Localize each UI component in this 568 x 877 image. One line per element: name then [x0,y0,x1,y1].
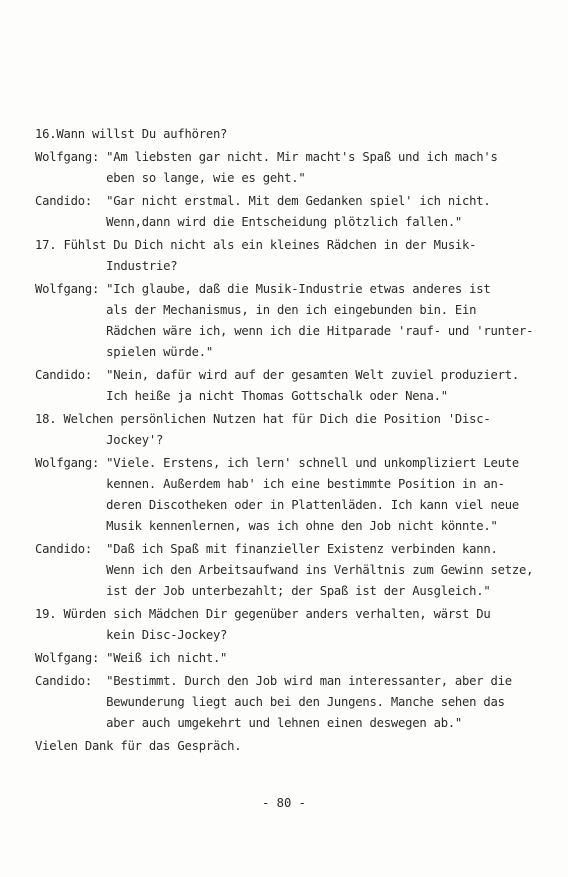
question-18-cont: Jockey'? [35,433,164,447]
question-17-cont: Industrie? [35,259,178,273]
answer-candido-17-cont: Ich heiße ja nicht Thomas Gottschalk oder Nena." [35,389,448,403]
answer-wolfgang-17-cont-1: als der Mechanismus, in den ich eingebunden bin. Ein [35,303,477,317]
answer-wolfgang-17: Wolfgang: "Ich glaube, daß die Musik-Industrie etwas anderes ist [35,282,491,296]
answer-wolfgang-19: Wolfgang: "Weiß ich nicht." [35,651,228,665]
answer-wolfgang-16-cont: eben so lange, wie es geht." [35,171,306,185]
answer-candido-19-cont-1: Bewunderung liegt auch bei den Jungens. Manche sehen das [35,695,505,709]
answer-candido-18-cont-1: Wenn ich den Arbeitsaufwand ins Verhältnis zum Gewinn setze, [35,563,534,577]
answer-candido-17: Candido: "Nein, dafür wird auf der gesamten Welt zuviel produziert. [35,368,519,382]
answer-candido-18-cont-2: ist der Job unterbezahlt; der Spaß ist der Ausgleich." [35,584,491,598]
page-number: - 80 - [261,796,307,810]
answer-wolfgang-18-cont-3: Musik kennenlernen, was ich ohne den Job nicht könnte." [35,519,498,533]
answer-candido-19: Candido: "Bestimmt. Durch den Job wird man interessanter, aber die [35,674,512,688]
question-16: 16.Wann willst Du aufhören? [35,127,228,141]
answer-wolfgang-17-cont-2: Rädchen wäre ich, wenn ich die Hitparade 'rauf- und 'runter- [35,324,534,338]
answer-candido-16: Candido: "Gar nicht erstmal. Mit dem Gedanken spiel' ich nicht. [35,194,491,208]
answer-wolfgang-17-cont-3: spielen würde." [35,345,213,359]
question-19: 19. Würden sich Mädchen Dir gegenüber anders verhalten, wärst Du [35,607,491,621]
question-18: 18. Welchen persönlichen Nutzen hat für Dich die Position 'Disc- [35,412,491,426]
answer-wolfgang-16: Wolfgang: "Am liebsten gar nicht. Mir macht's Spaß und ich mach's [35,150,498,164]
question-19-cont: kein Disc-Jockey? [35,628,228,642]
answer-wolfgang-18-cont-1: kennen. Außerdem hab' ich eine bestimmte Position in an- [35,477,505,491]
answer-candido-16-cont: Wenn,dann wird die Entscheidung plötzlich fallen." [35,215,463,229]
closing-thanks: Vielen Dank für das Gespräch. [35,739,242,753]
question-17: 17. Fühlst Du Dich nicht als ein kleines Rädchen in der Musik- [35,238,477,252]
answer-candido-18: Candido: "Daß ich Spaß mit finanzieller Existenz verbinden kann. [35,542,498,556]
answer-candido-19-cont-2: aber auch umgekehrt und lehnen einen deswegen ab." [35,716,463,730]
answer-wolfgang-18: Wolfgang: "Viele. Erstens, ich lern' schnell und unkompliziert Leute [35,456,519,470]
answer-wolfgang-18-cont-2: deren Discotheken oder in Plattenläden. Ich kann viel neue [35,498,519,512]
